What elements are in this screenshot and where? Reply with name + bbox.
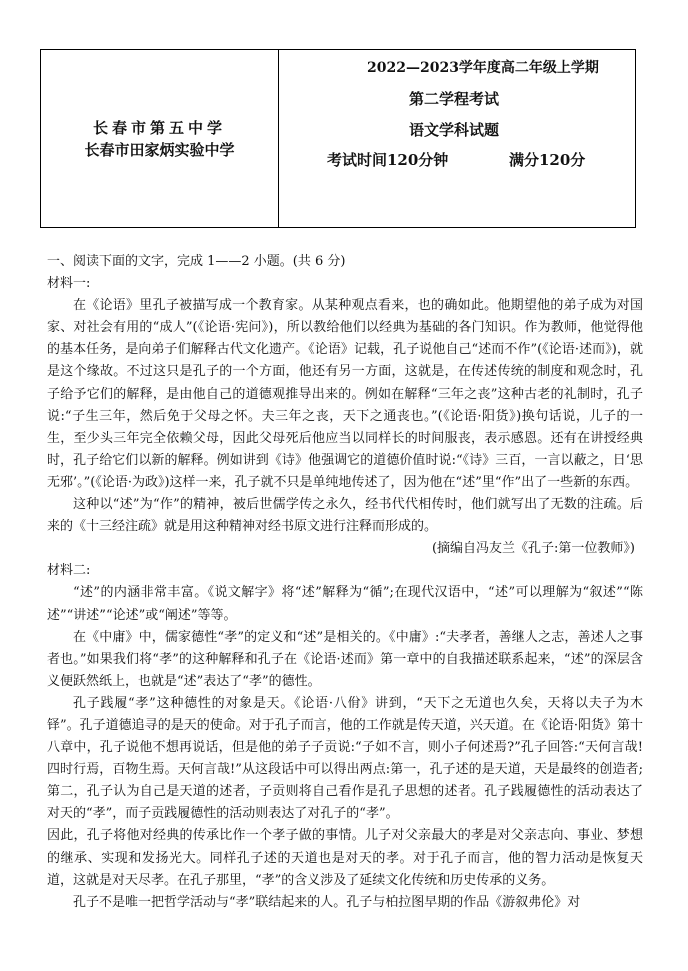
material-2-paragraph-3: 孔子践履“孝”这种德性的对象是天。《论语·八佾》讲到，“天下之无道也久矣，天将以夫子为木铎”。孔子道德追寻的是天的使命。对于孔子而言，他的工作就是传天道，兴天道。在《论语·阳货》第十八章中，孔子说他不想再说话，但是他的弟子子贡说:“子如不言，则小子何述焉?”孔子回答:“天何言哉!四时行焉，百物生焉。天何言哉!”从这段话中可以得出两点:第一，孔子述的是天道，天是最终的创造者;第二，孔子认为自己是天道的述者，子贡则将自己看作是孔子思想的述者。孔子践履德性的活动表达了对天的“孝”，而子贡践履德性的活动则表达了对孔子的“孝”。 xyxy=(47,695,643,822)
exam-info xyxy=(279,50,635,227)
exam-time: 考试时间120分钟 xyxy=(327,151,449,169)
exam-year-term: 2022—2023学年度高二年级上学期 xyxy=(367,60,599,76)
material-1-paragraph-1: 在《论语》里孔子被描写成一个教育家。从某种观点看来，也的确如此。他期望他的弟子成为对国家、对社会有用的“成人”(《论语·宪问》)，所以教给他们以经典为基础的各门知识。作为教师，他觉得他的基本任务，是向弟子们解释古代文化遗产。《论语》记载，孔子说他自己“述而不作”(《论语·述而》)，就是这个缘故。不过这只是孔子的一个方面，他还有另一方面，这就是，在传述传统的制度和观念时，孔子给予它们的解释，是由他自己的道德观推导出来的。例如在解释“三年之丧”这种古老的礼制时，孔子说:“子生三年，然后免于父母之怀。夫三年之丧，天下之通丧也。”(《论语·阳货》)换句话说，儿子的一生，至少头三年完全依赖父母，因此父母死后他应当以同样长的时间服丧，表示感恩。还有在讲授经典时，孔子给它们以新的解释。例如讲到《诗》他强调它的道德价值时说:“《诗》三百，一言以蔽之，日‘思无邪’。”(《论语·为政》)这样一来，孔子就不只是单纯地传述了，因为他在“述”里“作”出了一些新的东西。 xyxy=(47,298,643,490)
reading-section xyxy=(47,251,643,914)
school-name-1: 长春市第五中学 xyxy=(92,118,226,137)
material-2-paragraph-2: 在《中庸》中，儒家德性“孝”的定义和“述”是相关的。《中庸》:“夫孝者，善继人之志，善述人之事者也。”如果我们将“孝”的这种解释和孔子在《论语·述而》第一章中的自我描述联系起来，“述”的深层含义便跃然纸上，也就是“述”表达了“孝”的德性。 xyxy=(47,629,643,689)
exam-header xyxy=(40,49,636,228)
exam-title: 第二学程考试 xyxy=(409,90,500,108)
material-1-paragraph-2: 这种以“述”为“作”的精神，被后世儒学传之永久，经书代代相传时，他们就写出了无数的注疏。后来的《十三经注疏》就是用这种精神对经书原文进行注释而形成的。 xyxy=(47,497,643,535)
material-2-label: 材料二: xyxy=(47,563,91,579)
material-2-paragraph-1: “述”的内涵非常丰富。《说文解字》将“述”解释为“循”;在现代汉语中，“述”可以理解为“叙述”“陈述”“讲述”“论述”或“阐述”等等。 xyxy=(47,585,643,623)
exam-subject: 语文学科试题 xyxy=(409,121,500,139)
material-1-label: 材料一: xyxy=(47,276,91,292)
exam-score: 满分120分 xyxy=(509,151,586,169)
material-2-paragraph-5: 孔子不是唯一把哲学活动与“孝”联结起来的人。孔子与柏拉图早期的作品《游叙弗伦》对 xyxy=(73,894,581,910)
school-name-2: 长春市田家炳实验中学 xyxy=(84,140,235,159)
school-names xyxy=(41,50,279,227)
section-intro: 一、阅读下面的文字，完成 1——2 小题。(共 6 分) xyxy=(47,254,346,269)
material-1-source: (摘编自冯友兰《孔子:第一位教师》) xyxy=(431,541,635,557)
material-2-paragraph-4: 因此，孔子将他对经典的传承比作一个孝子做的事情。儿子对父亲最大的孝是对父亲志向、事业、梦想的继承、实现和发扬光大。同样孔子述的天道也是对天的孝。对于孔子而言，他的智力活动是恢复天道，这就是对天尽孝。在孔子那里，“孝”的含义涉及了延续文化传统和历史传承的义务。 xyxy=(47,828,643,888)
